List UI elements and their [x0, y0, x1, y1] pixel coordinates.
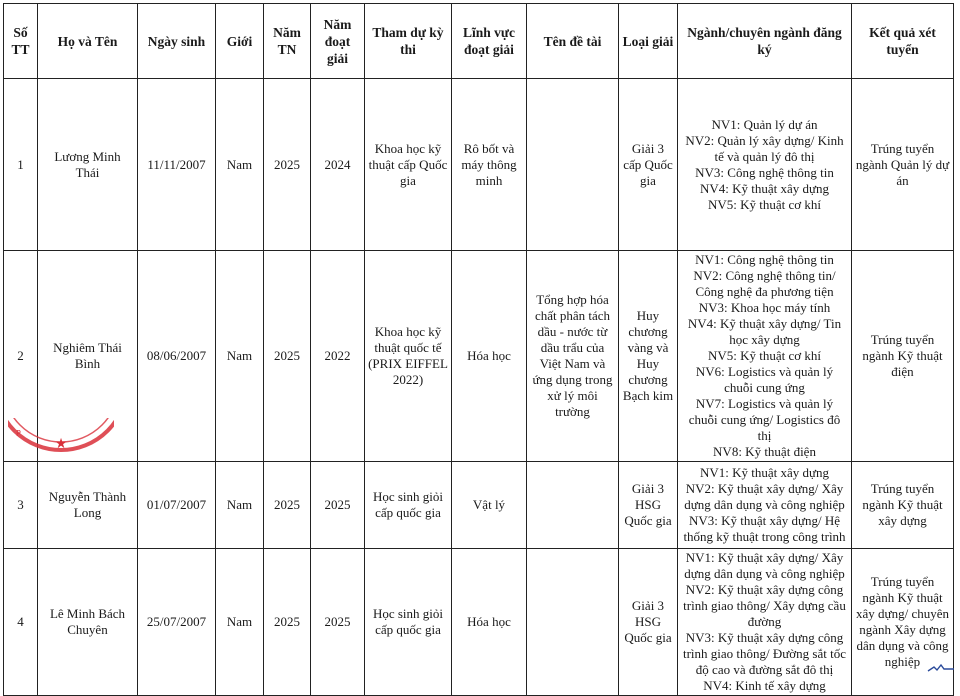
header-stt: Số TT [4, 4, 38, 79]
dob-cell: 25/07/2007 [138, 549, 216, 696]
name-cell: Lê Minh Bách Chuyên [38, 549, 138, 696]
field-cell: Hóa học [452, 549, 527, 696]
competition-cell: Học sinh giỏi cấp quốc gia [365, 549, 452, 696]
topic-cell [527, 462, 619, 549]
choice-item: NV7: Logistics và quản lý chuỗi cung ứng/ Logistics đô thị [688, 396, 841, 443]
award-year-cell: 2025 [311, 549, 365, 696]
result-cell: Trúng tuyển ngành Kỹ thuật xây dựng [852, 462, 954, 549]
header-topic: Tên đề tài [527, 4, 619, 79]
prize-cell: Giải 3 HSG Quốc gia [619, 549, 678, 696]
stt-cell: 2 [4, 251, 38, 462]
choice-item: NV3: Kỹ thuật xây dựng/ Hệ thống kỹ thuật trong công trình [683, 513, 846, 544]
stt-cell: 1 [4, 79, 38, 251]
major-choices-cell [678, 462, 852, 549]
header-dob: Ngày sinh [138, 4, 216, 79]
table-row [4, 79, 954, 251]
header-result: Kết quả xét tuyển [852, 4, 954, 79]
header-gender: Giới [216, 4, 264, 79]
prize-cell: Huy chương vàng và Huy chương Bạch kim [619, 251, 678, 462]
competition-cell: Khoa học kỹ thuật quốc tế (PRIX EIFFEL 2022) [365, 251, 452, 462]
award-year-cell: 2022 [311, 251, 365, 462]
choice-item: NV1: Kỹ thuật xây dựng/ Xây dựng dân dụng và công nghiệp [684, 550, 845, 581]
choice-item: NV6: Logistics và quản lý chuỗi cung ứng [695, 364, 834, 395]
grad-year-cell: 2025 [264, 462, 311, 549]
result-cell: Trúng tuyển ngành Quản lý dự án [852, 79, 954, 251]
choice-item: NV8: Kỹ thuật điện [713, 444, 816, 459]
choice-item: NV4: Kỹ thuật xây dựng/ Tin học xây dựng [687, 316, 842, 347]
name-cell: Nghiêm Thái Bình [38, 251, 138, 462]
header-award-year: Năm đoạt giải [311, 4, 365, 79]
dob-cell: 01/07/2007 [138, 462, 216, 549]
gender-cell: Nam [216, 251, 264, 462]
major-choices-cell [678, 79, 852, 251]
gender-cell: Nam [216, 549, 264, 696]
result-cell: Trúng tuyển ngành Kỹ thuật xây dựng/ chuyên ngành Xây dựng dân dụng và công nghiệp [852, 549, 954, 696]
grad-year-cell: 2025 [264, 79, 311, 251]
choice-item: NV2: Kỹ thuật xây dựng/ Xây dựng dân dụng và công nghiệp [684, 481, 845, 512]
dob-cell: 08/06/2007 [138, 251, 216, 462]
choice-item: NV3: Công nghệ thông tin [695, 164, 834, 180]
choice-item: NV2: Kỹ thuật xây dựng công trình giao thông/ Xây dựng cầu đường [683, 582, 846, 629]
gender-cell: Nam [216, 79, 264, 251]
table-row [4, 462, 954, 549]
topic-cell: Tổng hợp hóa chất phân tách dầu - nước từ dầu trẩu của Việt Nam và ứng dụng trong xử lý môi trường [527, 251, 619, 462]
name-cell: Lương Minh Thái [38, 79, 138, 251]
competition-cell: Học sinh giỏi cấp quốc gia [365, 462, 452, 549]
field-cell: Vật lý [452, 462, 527, 549]
header-major: Ngành/chuyên ngành đăng ký [678, 4, 852, 79]
admission-results-table [3, 3, 954, 696]
field-cell: Hóa học [452, 251, 527, 462]
header-name: Họ và Tên [38, 4, 138, 79]
header-grad-year: Năm TN [264, 4, 311, 79]
stt-cell: 4 [4, 549, 38, 696]
name-cell: Nguyễn Thành Long [38, 462, 138, 549]
table-row [4, 549, 954, 696]
gender-cell: Nam [216, 462, 264, 549]
choice-item: NV4: Kỹ thuật xây dựng [699, 180, 830, 196]
grad-year-cell: 2025 [264, 549, 311, 696]
prize-cell: Giải 3 cấp Quốc gia [619, 79, 678, 251]
topic-cell [527, 79, 619, 251]
svg-text:★: ★ [54, 436, 68, 452]
header-field: Lĩnh vực đoạt giải [452, 4, 527, 79]
corner-signature-mark [926, 662, 956, 673]
prize-cell: Giải 3 HSG Quốc gia [619, 462, 678, 549]
award-year-cell: 2025 [311, 462, 365, 549]
choice-item: NV1: Kỹ thuật xây dựng [699, 465, 830, 480]
choice-item: NV1: Công nghệ thông tin [695, 252, 834, 267]
choice-item: NV5: Kỹ thuật cơ khí [707, 348, 822, 363]
stt-cell: 3 [4, 462, 38, 549]
choice-item: NV3: Kỹ thuật xây dựng công trình giao thông/ Đường sắt tốc độ cao và đường sắt đô thị [682, 630, 847, 677]
table-row [4, 251, 954, 462]
topic-cell [527, 549, 619, 696]
header-competition: Tham dự kỳ thi [365, 4, 452, 79]
choice-item: NV2: Công nghệ thông tin/ Công nghệ đa phương tiện [693, 268, 836, 299]
grad-year-cell: 2025 [264, 251, 311, 462]
choice-item: NV2: Quản lý xây dựng/ Kinh tế và quản lý đô thị [685, 132, 844, 164]
dob-cell: 11/11/2007 [138, 79, 216, 251]
award-year-cell: 2024 [311, 79, 365, 251]
major-choices-cell [678, 251, 852, 462]
header-row [4, 4, 954, 79]
choice-item: NV5: Kỹ thuật cơ khí [707, 196, 822, 212]
choice-item: NV4: Kinh tế xây dựng [703, 678, 826, 693]
choice-item: NV3: Khoa học máy tính [698, 300, 831, 315]
major-choices-cell [678, 549, 852, 696]
competition-cell: Khoa học kỹ thuật cấp Quốc gia [365, 79, 452, 251]
svg-text:P: P [16, 429, 21, 438]
result-cell: Trúng tuyển ngành Kỹ thuật điện [852, 251, 954, 462]
header-prize: Loại giải [619, 4, 678, 79]
choice-item: NV1: Quản lý dự án [711, 116, 818, 132]
field-cell: Rô bốt và máy thông minh [452, 79, 527, 251]
